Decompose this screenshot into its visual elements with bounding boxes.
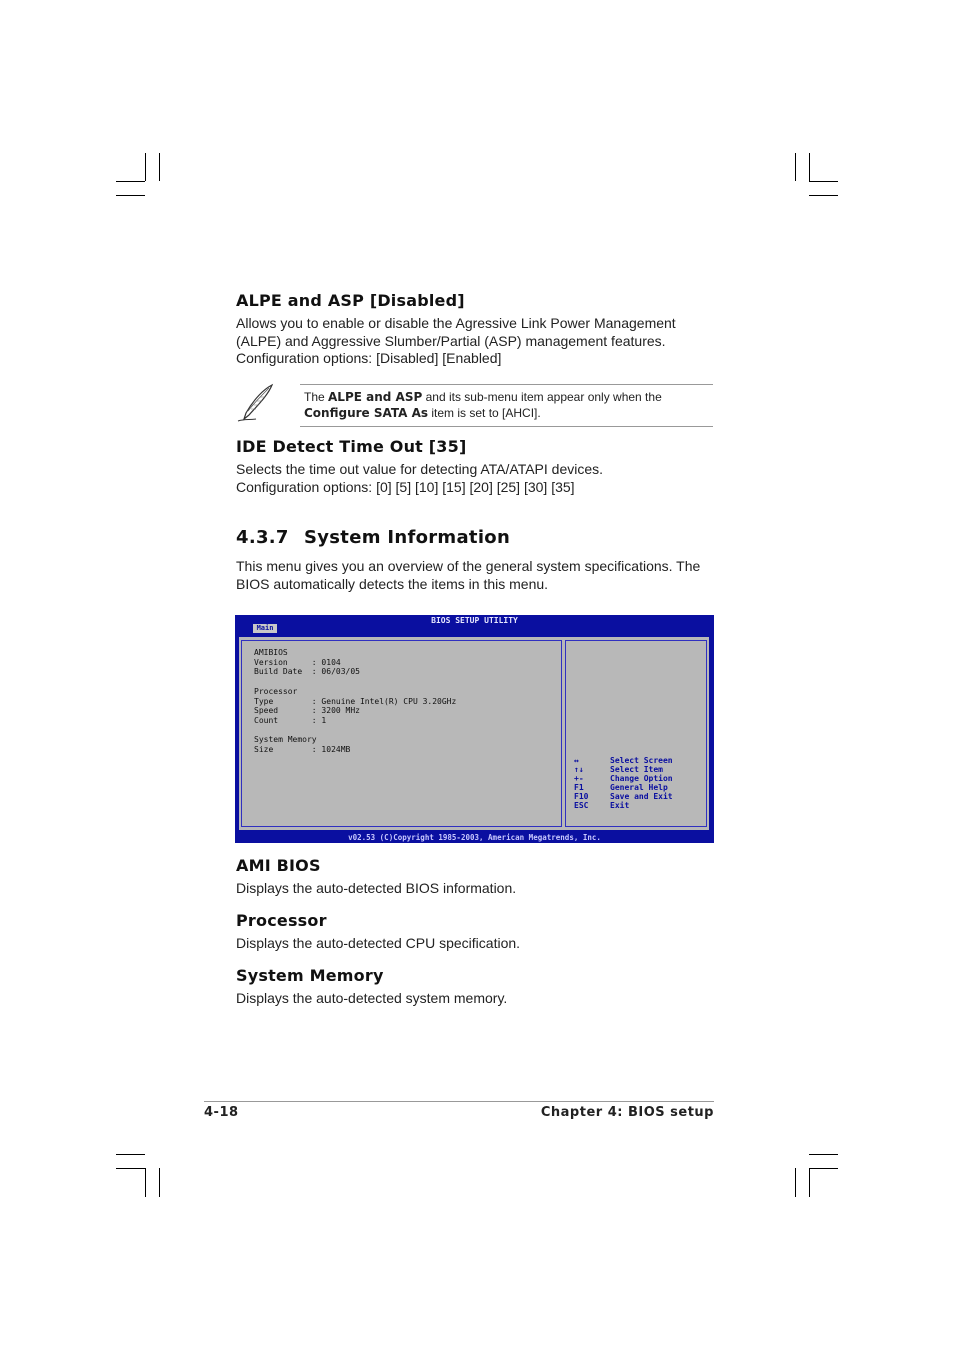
crop-mark — [809, 153, 810, 181]
crop-mark — [116, 195, 145, 196]
alpe-description — [236, 315, 716, 368]
crop-mark — [116, 1154, 145, 1155]
bios-info-list — [254, 648, 456, 755]
bios-key: ↑↓ — [574, 765, 584, 774]
bios-key-row — [574, 801, 673, 810]
crop-mark — [145, 153, 146, 181]
bios-key-row — [574, 783, 673, 792]
crop-mark — [116, 181, 145, 182]
processor-heading: Processor — [236, 911, 327, 930]
crop-mark — [795, 153, 796, 181]
pen-note-icon — [236, 383, 276, 423]
note-item-alpe: ALPE and ASP — [328, 390, 423, 404]
bios-info-line: Type : Genuine Intel(R) CPU 3.20GHz — [254, 696, 457, 706]
bios-info-pane — [241, 640, 562, 827]
alpe-line-2: (ALPE) and Aggressive Slumber/Partial (ASP) management features. — [236, 332, 666, 349]
section-name: System Information — [304, 527, 511, 548]
ami-description: Displays the auto-detected BIOS information. — [236, 880, 517, 896]
ami-heading: AMI BIOS — [236, 856, 321, 875]
ide-line-1: Selects the time out value for detecting ATA/ATAPI devices. — [236, 461, 604, 477]
crop-mark — [159, 1168, 160, 1197]
bios-info-line — [254, 726, 456, 736]
bios-info-line: Size : 1024MB — [254, 745, 351, 755]
crop-mark — [145, 1168, 146, 1197]
bios-info-line: AMIBIOS — [254, 648, 288, 657]
crop-mark — [809, 1154, 838, 1155]
bios-key: ↔ — [574, 756, 579, 765]
bios-key-action: Select Screen — [610, 756, 673, 765]
note-top-rule — [300, 384, 713, 385]
section-title — [236, 527, 510, 548]
crop-mark — [809, 181, 838, 182]
bios-panel — [238, 636, 710, 831]
alpe-heading: ALPE and ASP [Disabled] — [236, 291, 465, 310]
bios-info-line: Count : 1 — [254, 715, 327, 725]
bios-key: ESC — [574, 801, 589, 810]
bios-info-line — [254, 677, 456, 687]
bios-key: F10 — [574, 792, 589, 801]
note-bottom-rule — [300, 426, 713, 427]
bios-key-legend — [574, 756, 673, 810]
note-prefix: The — [304, 390, 329, 404]
ide-description — [236, 461, 716, 496]
section-line-1: This menu gives you an overview of the general system specifications. The — [236, 558, 701, 574]
bios-info-line: Version : 0104 — [254, 657, 341, 667]
memory-heading: System Memory — [236, 966, 384, 985]
bios-info-line: Speed : 3200 MHz — [254, 706, 360, 716]
section-description — [236, 558, 716, 593]
bios-title: BIOS SETUP UTILITY — [431, 616, 518, 625]
memory-description: Displays the auto-detected system memory. — [236, 990, 508, 1006]
section-line-2: BIOS automatically detects the items in this menu. — [236, 575, 549, 592]
footer-rule — [204, 1101, 714, 1102]
bios-help-pane — [565, 640, 707, 827]
page-number: 4-18 — [204, 1105, 239, 1120]
bios-key-action: Exit — [610, 801, 630, 810]
ide-line-2: Configuration options: [0] [5] [10] [15] [20] [25] [30] [35] — [236, 478, 575, 495]
bios-key: +- — [574, 774, 584, 783]
crop-mark — [159, 153, 160, 181]
crop-mark — [116, 1168, 145, 1169]
bios-tab-main[interactable]: Main — [253, 624, 277, 633]
ide-heading: IDE Detect Time Out [35] — [236, 437, 467, 456]
note-suffix: item is set to [AHCI]. — [428, 406, 541, 420]
bios-copyright: v02.53 (C)Copyright 1985-2003, American Megatrends, Inc. — [348, 833, 601, 842]
processor-description: Displays the auto-detected CPU specification. — [236, 935, 521, 951]
bios-info-line: Processor — [254, 686, 298, 696]
bios-key-row — [574, 792, 673, 801]
bios-key-action: Change Option — [610, 774, 673, 783]
bios-key-row — [574, 765, 673, 774]
note-middle: and its sub-menu item appear only when the — [422, 390, 662, 404]
bios-key: F1 — [574, 783, 584, 792]
bios-info-line: Build Date : 06/03/05 — [254, 667, 360, 677]
bios-key-action: Select Item — [610, 765, 663, 774]
crop-mark — [795, 1168, 796, 1197]
bios-key-row — [574, 756, 673, 765]
crop-mark — [809, 1168, 838, 1169]
section-number: 4.3.7 — [236, 527, 289, 548]
bios-key-action: General Help — [610, 783, 668, 792]
chapter-label: Chapter 4: BIOS setup — [540, 1105, 714, 1120]
note-item-sata: Configure SATA As — [304, 406, 429, 420]
crop-mark — [809, 195, 838, 196]
alpe-line-3: Configuration options: [Disabled] [Enabled] — [236, 350, 502, 366]
note-text — [304, 389, 714, 421]
bios-screenshot — [235, 615, 714, 843]
alpe-line-1: Allows you to enable or disable the Agressive Link Power Management — [236, 315, 676, 331]
crop-mark — [809, 1168, 810, 1197]
bios-key-row — [574, 774, 673, 783]
bios-key-action: Save and Exit — [610, 792, 673, 801]
bios-info-line: System Memory — [254, 735, 317, 745]
